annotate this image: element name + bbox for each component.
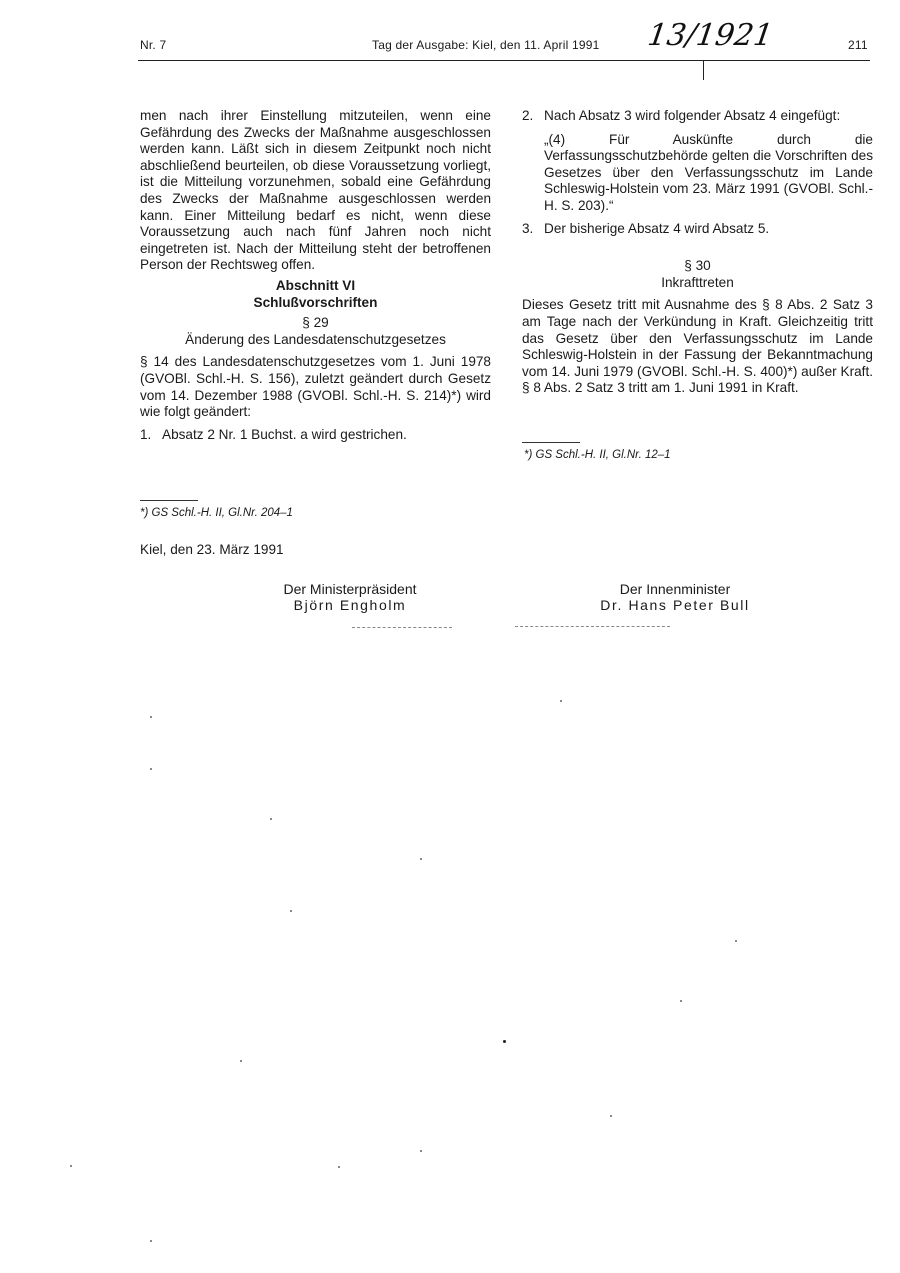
right-column (522, 108, 873, 397)
left-column (140, 108, 491, 443)
signature-block-interior-minister (560, 581, 790, 613)
issue-date-line: Tag der Ausgabe: Kiel, den 11. April 1991 (372, 38, 600, 52)
list-item (522, 108, 873, 125)
footnote: *) GS Schl.-H. II, Gl.Nr. 12–1 (524, 449, 671, 461)
signer-title: Der Innenminister (619, 581, 731, 597)
place-date: Kiel, den 23. März 1991 (140, 542, 284, 557)
paragraph-30-title: Inkrafttreten (661, 274, 734, 290)
list-item-text: Absatz 2 Nr. 1 Buchst. a wird gestrichen. (162, 426, 407, 442)
list-item-number: 1. (140, 426, 152, 442)
section-heading: Abschnitt VI (275, 277, 356, 293)
issue-number: Nr. 7 (140, 38, 167, 52)
paragraph-30-text: Dieses Gesetz tritt mit Ausnahme des § 8 Abs. 2 Satz 3 am Tage nach der Verkündung in Kraft. Gleichzeitig tritt das Gesetz über den Verfassungsschutz im Lande Schleswig-Holstein in der Fassung der Bekanntmachung vom 14. Juni 1979 (GVOBl. Schl.-H. S. 400)*) außer Kraft. § 8 Abs. 2 Satz 3 tritt am 1. Juni 1991 in Kraft. (522, 297, 873, 396)
header-rule (138, 60, 870, 61)
signature-block-minister-president (240, 581, 460, 613)
list-item-text: Nach Absatz 3 wird folgender Absatz 4 eingefügt: (544, 108, 841, 123)
continuation-text: men nach ihrer Einstellung mitzuteilen, wenn eine Gefährdung des Zwecks der Maßnahme ausgeschlossen werden kann. Läßt sich in diesem Zeitpunkt noch nicht abschließend beurteilen, ob diese Voraussetzung vorliegt, ist die Mitteilung vorzunehmen, sobald eine Gefährdung des Zwecks der Maßnahme ausgeschlossen werden kann. Einer Mitteilung bedarf es nicht, wenn diese Voraussetzung auch nach fünf Jahren noch nicht eingetreten ist. Nach der Mitteilung steht der betroffenen Person der Rechtsweg offen. (140, 108, 491, 273)
paragraph-30-number: § 30 (684, 258, 711, 274)
section-title: Schlußvorschriften (253, 294, 378, 310)
footnote-rule (522, 442, 580, 443)
signature-dotted-line (515, 626, 670, 628)
list-item-number: 2. (522, 108, 534, 123)
handwritten-stroke (703, 60, 704, 80)
paragraph-29-text: § 14 des Landesdatenschutzgesetzes vom 1. Juni 1978 (GVOBl. Schl.-H. S. 156), zuletzt geändert durch Gesetz vom 14. Dezember 1988 (GVOBl. Schl.-H. S. 214)*) wird wie folgt geändert: (140, 354, 491, 420)
page-number: 211 (848, 38, 868, 52)
list-item (140, 427, 491, 444)
list-item-text: Der bisherige Absatz 4 wird Absatz 5. (544, 220, 770, 236)
list-item-number: 3. (522, 220, 534, 236)
footnote: *) GS Schl.-H. II, Gl.Nr. 204–1 (140, 507, 293, 519)
signer-name: Dr. Hans Peter Bull (600, 597, 750, 613)
signature-dotted-line (352, 627, 452, 629)
signer-title: Der Ministerpräsident (283, 581, 417, 597)
handwritten-reference: 13/1921 (645, 18, 776, 53)
inserted-paragraph-quote: „(4) Für Auskünfte durch die Verfassungsschutzbehörde gelten die Vorschriften des Gesetzes über den Verfassungsschutz im Lande Schleswig-Holstein vom 23. März 1991 (GVOBl. Schl.-H. S. 203).“ (544, 131, 873, 213)
paragraph-29-title: Änderung des Landesdatenschutzgesetzes (185, 331, 446, 347)
paragraph-29-number: § 29 (302, 315, 329, 331)
signer-name: Björn Engholm (293, 597, 407, 613)
list-item (522, 221, 873, 238)
footnote-rule (140, 500, 198, 501)
